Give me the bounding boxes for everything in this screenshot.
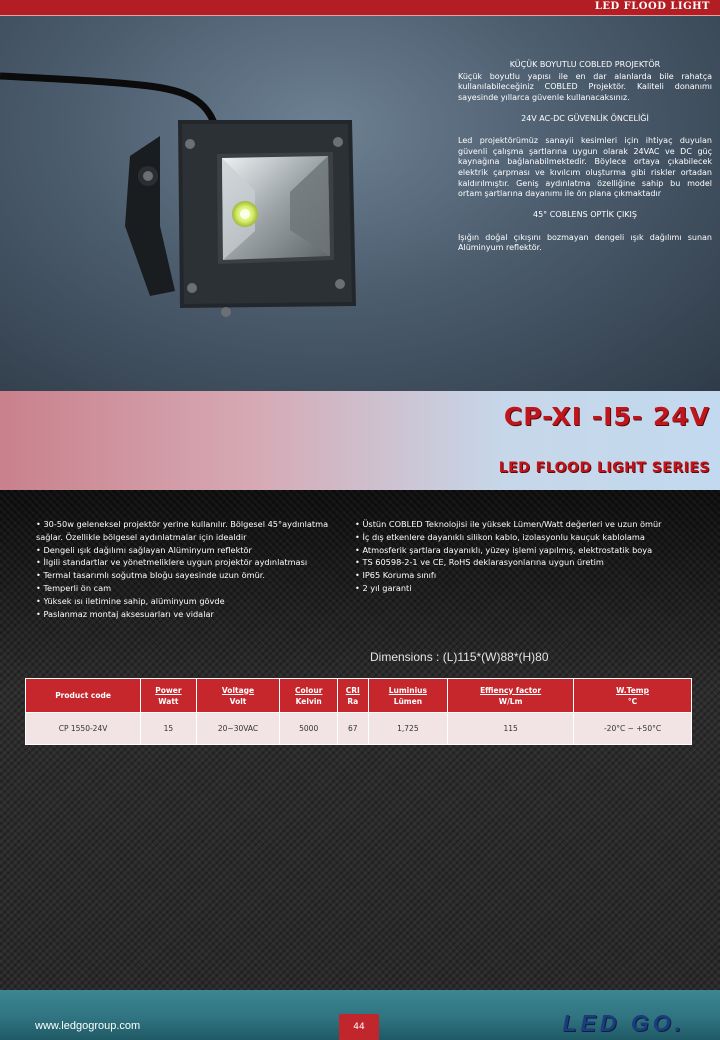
- hero-description: [458, 60, 712, 254]
- feature-item: • İç dış etkenlere dayanıklı silikon kablo, izolasyonlu kauçuk kablolama: [355, 531, 710, 544]
- feature-list-right: [355, 518, 710, 595]
- hero-text-1: Küçük boyutlu yapısı ile en dar alanlarda bile rahatça kullanılabileceğiniz COBLED Projektör. Kaliteli donanımı sayesinde yıllarca güvenle kullanacaksınız.: [458, 71, 712, 102]
- hero-text-2: Led projektörümüz sanayii kesimleri için ihtiyaç duyulan güvenli çalışma şartlarına uygun olarak 24VAC ve DC güç kaynağına bağlanabilmektedir. Böylece ortaya çıkabilecek elektrik çarpması ve kıvılcım oluşturma gibi riskler ortadan kaldırılmıştır. Geniş aydınlatma özelliğine sahip bu model ortam şartlarına dayanımı ile ön plana çıkmaktadır: [458, 136, 712, 199]
- feature-item: • Paslanmaz montaj aksesuarları ve vidalar: [36, 608, 352, 621]
- hero-section: [0, 16, 720, 391]
- series-name: LED FLOOD LIGHT SERIES: [498, 460, 710, 476]
- model-name: CP-XI -I5- 24V: [503, 402, 710, 431]
- table-header-row: [26, 679, 692, 713]
- hero-heading-3: 45° COBLENS OPTİK ÇIKIŞ: [533, 210, 637, 220]
- col-header-colour: Colour Kelvin: [280, 679, 338, 713]
- feature-item: • Termal tasarımlı soğutma bloğu sayesinde uzun ömür.: [36, 569, 352, 582]
- feature-list-left: [36, 518, 352, 620]
- flood-light-product-image: [0, 16, 400, 391]
- col-header-luminius: Luminius Lümen: [368, 679, 448, 713]
- cell-luminius: 1,725: [368, 713, 448, 745]
- top-bar: [0, 0, 720, 16]
- hero-heading-2: 24V AC-DC GÜVENLİK ÖNCELİĞİ: [521, 113, 649, 123]
- cell-product-code: CP 1550-24V: [26, 713, 141, 745]
- col-header-product-code: Product code: [26, 679, 141, 713]
- col-header-voltage: Voltage Volt: [196, 679, 280, 713]
- col-header-cri: CRI Ra: [338, 679, 369, 713]
- cell-power: 15: [141, 713, 197, 745]
- cell-efficiency: 115: [448, 713, 574, 745]
- cell-cri: 67: [338, 713, 369, 745]
- table-row: [26, 713, 692, 745]
- ledgo-logo: LED GO.: [562, 1010, 685, 1036]
- cell-wtemp: -20°C ~ +50°C: [574, 713, 692, 745]
- dimensions-label: Dimensions : (L)115*(W)88*(H)80: [370, 650, 549, 664]
- col-header-efficiency: Effiency factor W/Lm: [448, 679, 574, 713]
- feature-item: • Yüksek ısı iletimine sahip, alüminyum gövde: [36, 595, 352, 608]
- hero-heading-1: KÜÇÜK BOYUTLU COBLED PROJEKTÖR: [509, 60, 661, 69]
- feature-item: • TS 60598-2-1 ve CE, RoHS deklarasyonlarına uygun üretim: [355, 556, 710, 569]
- cell-voltage: 20~30VAC: [196, 713, 280, 745]
- page-number: 44: [339, 1014, 379, 1040]
- cell-colour: 5000: [280, 713, 338, 745]
- col-header-wtemp: W.Temp °C: [574, 679, 692, 713]
- spec-table: [25, 678, 692, 745]
- col-header-power: Power Watt: [141, 679, 197, 713]
- feature-item: • İlgili standartlar ve yönetmeliklere uygun projektör aydınlatması: [36, 556, 352, 569]
- feature-item: • Atmosferik şartlara dayanıklı, yüzey işlemi yapılmış, elektrostatik boya: [355, 544, 710, 557]
- feature-item: • Temperli ön cam: [36, 582, 352, 595]
- feature-item: • 30-50w geleneksel projektör yerine kullanılır. Bölgesel 45°aydınlatma sağlar. Özellikle bölgesel aydınlatmalar için idealdir: [36, 518, 352, 544]
- feature-item: • Dengeli ışık dağılımı sağlayan Alüminyum reflektör: [36, 544, 352, 557]
- feature-item: • Üstün COBLED Teknolojisi ile yüksek Lümen/Watt değerleri ve uzun ömür: [355, 518, 710, 531]
- hero-text-3: Işığın doğal çıkışını bozmayan dengeli ışık dağılımı sunan Alüminyum reflektör.: [458, 232, 712, 253]
- feature-item: • 2 yıl garanti: [355, 582, 710, 595]
- website-link[interactable]: www.ledgogroup.com: [35, 1020, 141, 1032]
- page-header-title: LED FLOOD LIGHT: [594, 1, 710, 12]
- feature-item: • IP65 Koruma sınıfı: [355, 569, 710, 582]
